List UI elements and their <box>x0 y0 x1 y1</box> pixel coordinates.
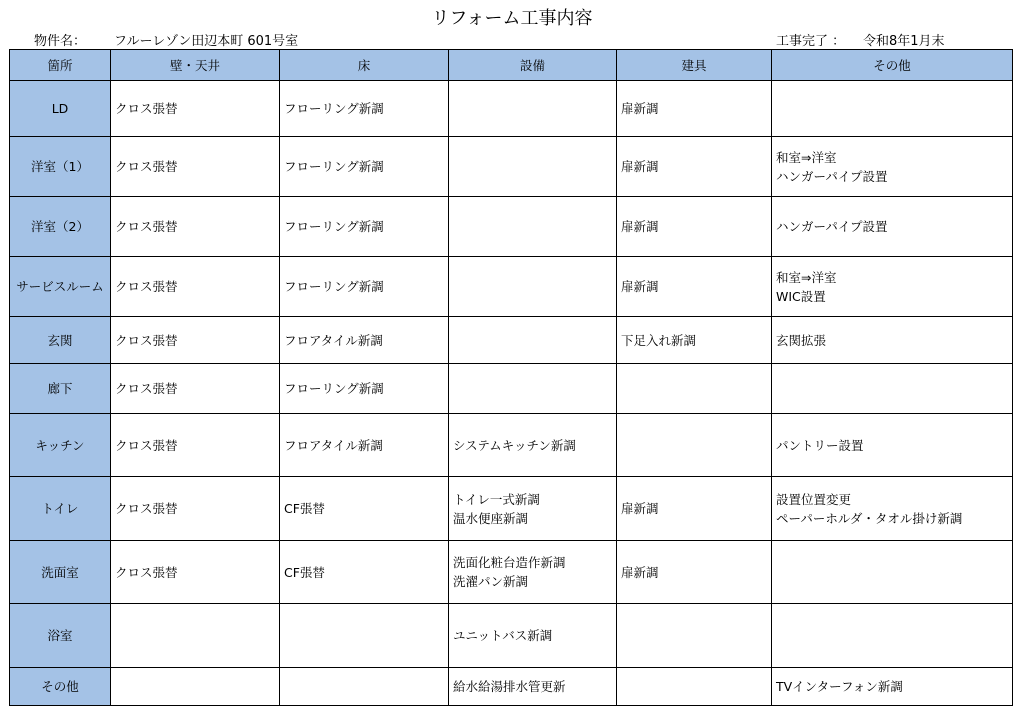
table-row <box>10 477 1013 541</box>
cell-line: ペーパーホルダ・タオル掛け新調 <box>776 510 963 526</box>
floor-cell <box>280 668 449 706</box>
equipment-cell <box>449 477 617 541</box>
area-cell: 洗面室 <box>10 541 111 604</box>
cell-line: パントリー設置 <box>776 437 864 453</box>
equipment-cell <box>449 137 617 197</box>
cell-line: フローリング新調 <box>284 159 384 174</box>
floor-cell <box>280 541 449 604</box>
equipment-cell <box>449 197 617 257</box>
other-cell <box>772 81 1013 137</box>
other-cell <box>772 541 1013 604</box>
cell-line: クロス張替 <box>115 279 178 294</box>
other-cell <box>772 364 1013 414</box>
cell-line: 温水便座新調 <box>453 510 529 526</box>
fittings-cell <box>617 137 772 197</box>
header-other: その他 <box>772 50 1013 81</box>
fittings-cell <box>617 541 772 604</box>
cell-line: WIC設置 <box>776 288 826 304</box>
cell-line: クロス張替 <box>115 437 178 453</box>
header-wall-ceiling: 壁・天井 <box>111 50 280 81</box>
wall-ceiling-cell <box>111 137 280 197</box>
other-cell <box>772 317 1013 364</box>
cell-line: 扉新調 <box>621 159 659 174</box>
cell-line: クロス張替 <box>115 381 178 396</box>
equipment-cell <box>449 604 617 668</box>
cell-line: フロアタイル新調 <box>284 437 383 453</box>
area-cell: キッチン <box>10 414 111 477</box>
cell-line: フローリング新調 <box>284 219 384 234</box>
cell-line: フローリング新調 <box>284 381 384 396</box>
other-cell <box>772 414 1013 477</box>
floor-cell <box>280 317 449 364</box>
fittings-cell <box>617 81 772 137</box>
fittings-cell <box>617 604 772 668</box>
floor-cell <box>280 81 449 137</box>
document-title: リフォーム工事内容 <box>431 8 593 29</box>
area-cell: LD <box>10 81 111 137</box>
equipment-cell <box>449 257 617 317</box>
cell-line: クロス張替 <box>115 332 178 348</box>
area-cell: 玄関 <box>10 317 111 364</box>
equipment-cell <box>449 317 617 364</box>
floor-cell <box>280 414 449 477</box>
cell-line: クロス張替 <box>115 501 178 516</box>
cell-line: 玄関拡張 <box>776 332 827 348</box>
fittings-cell <box>617 197 772 257</box>
cell-line: 和室⇒洋室 <box>776 269 837 285</box>
other-cell <box>772 604 1013 668</box>
fittings-cell <box>617 317 772 364</box>
cell-line: フロアタイル新調 <box>284 332 383 348</box>
table-row <box>10 137 1013 197</box>
cell-line: 給水給湯排水管更新 <box>453 679 566 694</box>
completion-label: 工事完了 ： <box>776 34 846 49</box>
cell-line: 洗面化粧台造作新調 <box>453 555 566 570</box>
cell-line: 扉新調 <box>621 101 659 116</box>
table-row <box>10 414 1013 477</box>
area-cell: トイレ <box>10 477 111 541</box>
table-row <box>10 257 1013 317</box>
cell-line: システムキッチン新調 <box>453 437 576 453</box>
fittings-cell <box>617 257 772 317</box>
table-row <box>10 81 1013 137</box>
table-row <box>10 364 1013 414</box>
fittings-cell <box>617 414 772 477</box>
wall-ceiling-cell <box>111 364 280 414</box>
equipment-cell <box>449 541 617 604</box>
wall-ceiling-cell <box>111 197 280 257</box>
cell-line: 扉新調 <box>621 219 659 234</box>
floor-cell <box>280 137 449 197</box>
floor-cell <box>280 364 449 414</box>
wall-ceiling-cell <box>111 257 280 317</box>
cell-line: TVインターフォン新調 <box>776 679 903 694</box>
area-cell: サービスルーム <box>10 257 111 317</box>
cell-line: 扉新調 <box>621 501 659 516</box>
wall-ceiling-cell <box>111 477 280 541</box>
cell-line: トイレ一式新調 <box>453 491 540 507</box>
fittings-cell <box>617 668 772 706</box>
property-label: 物件名： <box>34 34 87 49</box>
cell-line: フローリング新調 <box>284 279 384 294</box>
table-row <box>10 668 1013 706</box>
area-cell: 洋室（1） <box>10 137 111 197</box>
cell-line: クロス張替 <box>115 159 178 174</box>
wall-ceiling-cell <box>111 604 280 668</box>
fittings-cell <box>617 364 772 414</box>
floor-cell <box>280 477 449 541</box>
cell-line: 扉新調 <box>621 564 659 580</box>
header-row <box>10 50 1013 81</box>
other-cell <box>772 197 1013 257</box>
floor-cell <box>280 257 449 317</box>
cell-line: 設置位置変更 <box>776 491 852 507</box>
cell-line: ハンガーパイプ設置 <box>776 168 888 184</box>
area-cell: 廊下 <box>10 364 111 414</box>
cell-line: CF張替 <box>284 564 325 580</box>
other-cell <box>772 477 1013 541</box>
wall-ceiling-cell <box>111 668 280 706</box>
table-row <box>10 541 1013 604</box>
cell-line: クロス張替 <box>115 101 178 116</box>
cell-line: 下足入れ新調 <box>621 332 697 348</box>
area-cell: 浴室 <box>10 604 111 668</box>
area-cell: その他 <box>10 668 111 706</box>
header-fittings: 建具 <box>617 50 772 81</box>
cell-line: 洗濯パン新調 <box>453 574 529 589</box>
property-name: フルーレゾン田辺本町 601号室 <box>114 34 299 49</box>
cell-line: CF張替 <box>284 501 325 516</box>
fittings-cell <box>617 477 772 541</box>
table-row <box>10 604 1013 668</box>
cell-line: 扉新調 <box>621 279 659 294</box>
equipment-cell <box>449 414 617 477</box>
cell-line: フローリング新調 <box>284 101 384 116</box>
equipment-cell <box>449 364 617 414</box>
cell-line: ユニットバス新調 <box>453 628 553 643</box>
floor-cell <box>280 604 449 668</box>
wall-ceiling-cell <box>111 81 280 137</box>
equipment-cell <box>449 81 617 137</box>
cell-line: ハンガーパイプ設置 <box>776 219 888 234</box>
other-cell <box>772 668 1013 706</box>
renovation-table <box>9 49 1013 706</box>
header-equipment: 設備 <box>449 50 617 81</box>
cell-line: 和室⇒洋室 <box>776 149 837 165</box>
cell-line: クロス張替 <box>115 219 178 234</box>
other-cell <box>772 257 1013 317</box>
cell-line: クロス張替 <box>115 564 178 580</box>
header-area: 箇所 <box>10 50 111 81</box>
completion-date: 令和8年1月末 <box>863 34 945 49</box>
wall-ceiling-cell <box>111 541 280 604</box>
table-row <box>10 317 1013 364</box>
table-row <box>10 197 1013 257</box>
equipment-cell <box>449 668 617 706</box>
wall-ceiling-cell <box>111 317 280 364</box>
wall-ceiling-cell <box>111 414 280 477</box>
area-cell: 洋室（2） <box>10 197 111 257</box>
header-floor: 床 <box>280 50 449 81</box>
other-cell <box>772 137 1013 197</box>
floor-cell <box>280 197 449 257</box>
